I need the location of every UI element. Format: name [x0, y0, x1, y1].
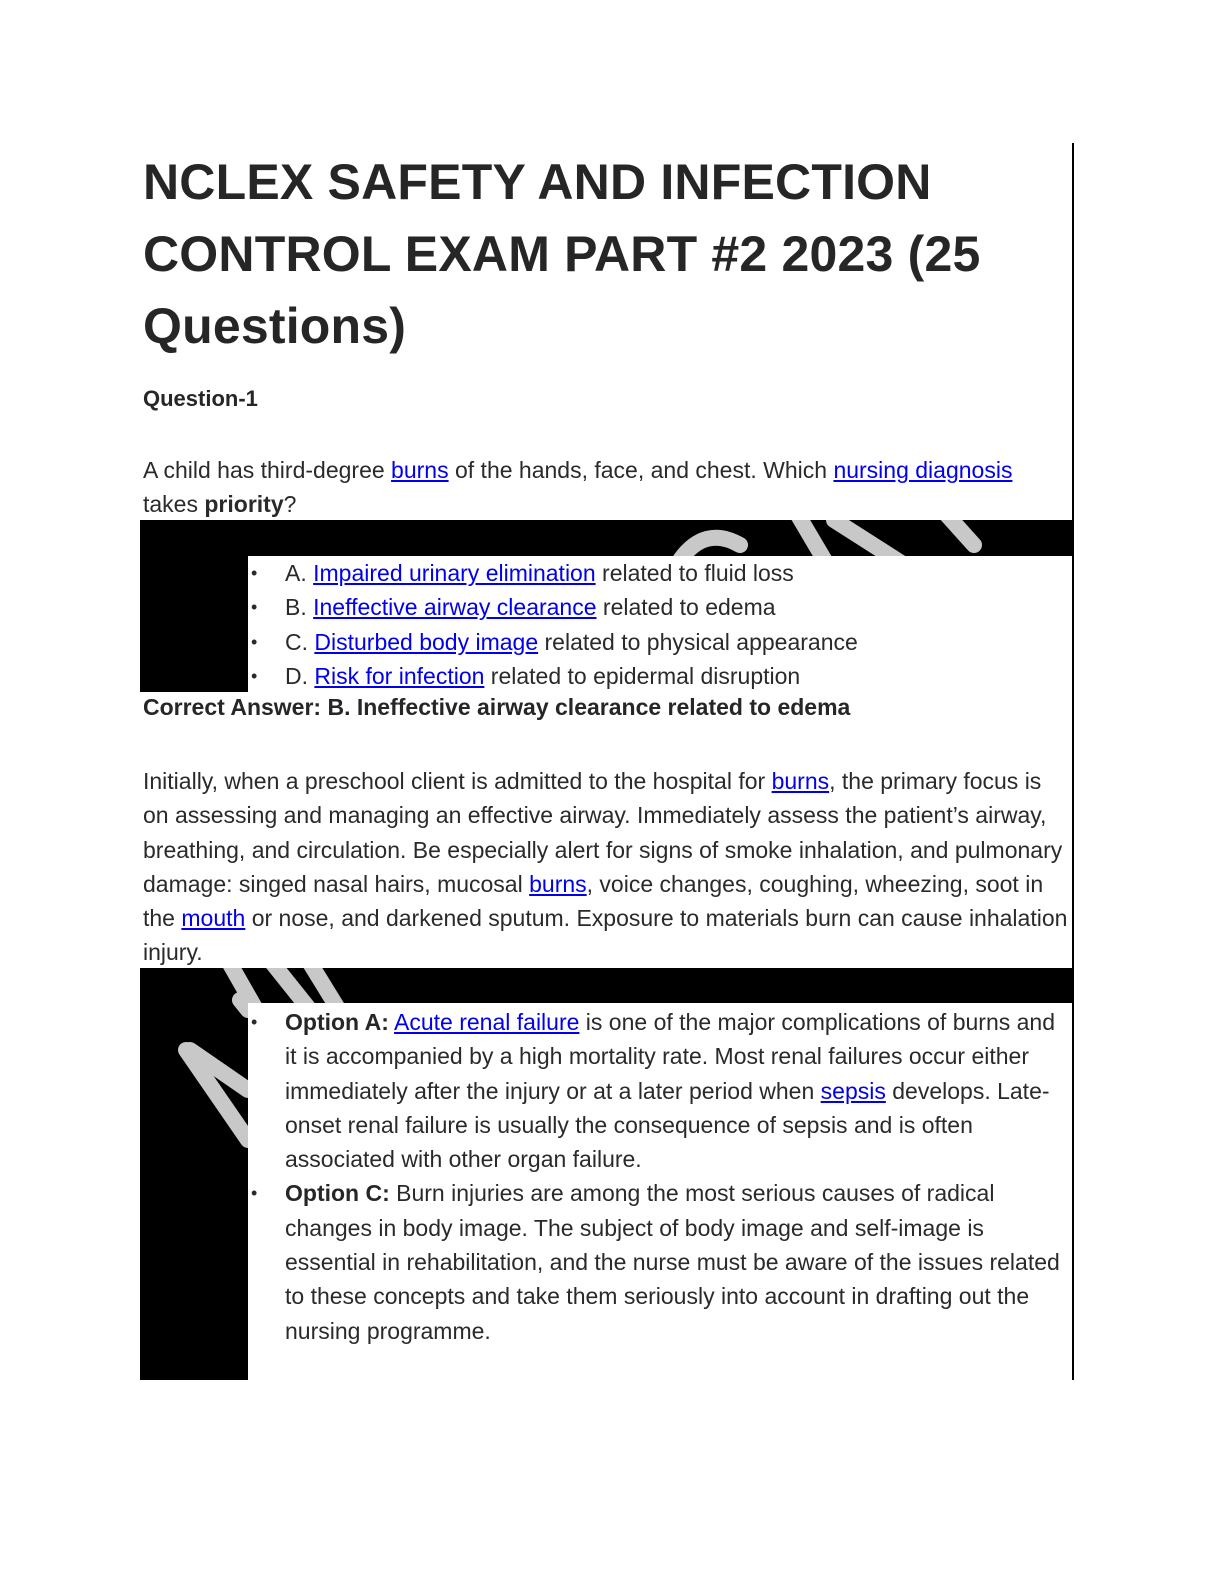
redaction-block	[140, 520, 1073, 556]
stem-text: A child has third-degree	[143, 457, 392, 483]
option-letter: A.	[285, 560, 307, 586]
question-label: Question-1	[143, 386, 258, 411]
stem-text: of the hands, face, and chest. Which	[448, 457, 834, 483]
option-letter: B.	[285, 594, 307, 621]
explanation-text: or nose, and darkened sputum. Exposure to materials burn can cause inhalation injury.	[143, 905, 1068, 966]
option-text: related to epidermal disruption	[484, 662, 801, 689]
explanation-text: , the primary focus is on assessing and managing an effective airway. Immediately assess the patient’s airway, breathing, and circulation. Be especially alert for signs of smoke inhalation, and pulmonary damage: singed nasal hairs, mucosal	[143, 768, 1063, 897]
redaction-block	[140, 968, 248, 1380]
question-stem	[143, 453, 1023, 522]
correct-answer: Correct Answer: B. Ineffective airway clearance related to edema	[143, 694, 851, 720]
link-option-d[interactable]: Risk for infection	[314, 662, 485, 689]
explanation-text: Initially, when a preschool client is admitted to the hospital for	[143, 768, 772, 794]
rationale-text: Burn injuries are among the most serious causes of radical changes in body image. The subject of body image and self-image is essential in rehabilitation, and the nurse must be aware of the issues related to these concepts and take them seriously into account in drafting out the nursing programme.	[285, 1180, 1060, 1344]
rationale-text: is one of the major complications of burns and it is accompanied by a high mortality rate. Most renal failures occur either immediately after the injury or at a later period when	[285, 1009, 1056, 1104]
document-title: NCLEX SAFETY AND INFECTION CONTROL EXAM PART #2 2023 (25 Questions)	[143, 154, 981, 354]
option-text: related to edema	[596, 594, 776, 621]
rationale-label: Option C:	[285, 1180, 390, 1207]
bullet-icon: •	[251, 631, 258, 652]
stem-text: ?	[283, 491, 297, 518]
stem-text: takes	[143, 491, 205, 518]
rationale-label: Option A:	[285, 1009, 389, 1035]
option-letter: D.	[285, 662, 308, 689]
bullet-icon: •	[251, 665, 258, 686]
link-burns[interactable]: burns	[529, 870, 587, 897]
rationale-list	[248, 1005, 1068, 1348]
link-burns[interactable]: burns	[771, 768, 830, 794]
link-option-c[interactable]: Disturbed body image	[314, 628, 539, 655]
bullet-icon: •	[251, 563, 258, 583]
bullet-icon: •	[251, 597, 258, 618]
stem-bold-priority: priority	[204, 491, 284, 518]
rationale-option-c	[248, 1176, 1068, 1347]
rationale-option-a	[248, 1005, 1068, 1176]
redaction-block	[140, 968, 1073, 1003]
option-text: related to physical appearance	[538, 628, 858, 655]
explanation-text: , voice changes, coughing, wheezing, soot in the	[143, 870, 1044, 932]
explanation-paragraph	[143, 764, 1068, 970]
link-option-a[interactable]: Impaired urinary elimination	[313, 560, 596, 586]
link-acute-renal-failure[interactable]: Acute renal failure	[394, 1009, 580, 1035]
answer-options	[248, 556, 1068, 693]
rationale-text: develops. Late-onset renal failure is usually the consequence of sepsis and is often associated with other organ failure.	[285, 1077, 1050, 1173]
option-b	[248, 590, 1068, 624]
link-option-b[interactable]: Ineffective airway clearance	[313, 594, 597, 621]
redaction-block	[140, 520, 248, 692]
option-a	[248, 556, 1068, 590]
link-mouth[interactable]: mouth	[181, 905, 246, 932]
page-right-rule	[1072, 143, 1074, 1380]
link-burns[interactable]: burns	[391, 457, 449, 483]
link-sepsis[interactable]: sepsis	[820, 1077, 886, 1104]
bullet-icon: •	[251, 1012, 258, 1032]
option-text: related to fluid loss	[595, 560, 794, 586]
bullet-icon: •	[251, 1183, 258, 1204]
option-d	[248, 659, 1068, 693]
option-c	[248, 625, 1068, 659]
option-letter: C.	[285, 628, 308, 655]
link-nursing-diagnosis[interactable]: nursing diagnosis	[833, 457, 1013, 483]
